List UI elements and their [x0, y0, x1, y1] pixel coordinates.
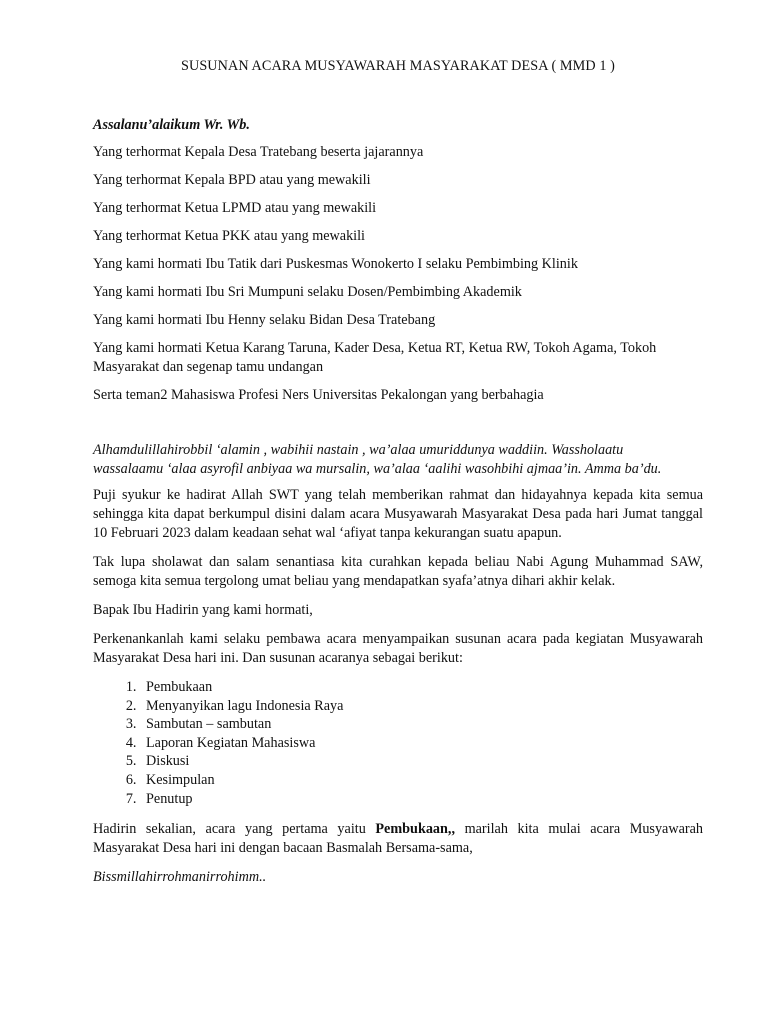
agenda-item: 6. Kesimpulan — [140, 771, 703, 790]
agenda-item: 3. Sambutan – sambutan — [140, 715, 703, 734]
agenda-item: 7. Penutup — [140, 790, 703, 809]
paragraph-intro-agenda: Perkenankanlah kami selaku pembawa acara menyampaikan susunan acara pada kegiatan Musyawarah Masyarakat Desa hari ini. Dan susunan acaranya sebagai berikut: — [93, 631, 703, 666]
addressee-line: Yang kami hormati Ibu Tatik dari Puskesmas Wonokerto I selaku Pembimbing Klinik — [93, 256, 578, 272]
addressee-line: Yang terhormat Kepala BPD atau yang mewakili — [93, 172, 371, 188]
addressee-line: Yang kami hormati Ketua Karang Taruna, Kader Desa, Ketua RT, Ketua RW, Tokoh Agama, Tokoh Masyarakat dan segenap tamu undangan — [93, 340, 657, 375]
paragraph-salutation: Bapak Ibu Hadirin yang kami hormati, — [93, 602, 313, 618]
agenda-item: 1. Pembukaan — [140, 678, 703, 697]
closing-keyword: Pembukaan,, — [375, 821, 455, 838]
agenda-item: 5. Diskusi — [140, 752, 703, 771]
paragraph-sholawat: Tak lupa sholawat dan salam senantiasa kita curahkan kepada beliau Nabi Agung Muhammad SAW, semoga kita semua tergolong umat beliau yang mendapatkan syafa’atnya dihari akhir kelak. — [93, 554, 703, 589]
agenda-item: 4. Laporan Kegiatan Mahasiswa — [140, 734, 703, 753]
agenda-list — [93, 678, 703, 808]
closing-text-post: marilah kita mulai acara Musyawarah Masyarakat Desa hari ini dengan bacaan Basmalah Bersama-sama, — [93, 821, 703, 857]
addressee-line: Yang terhormat Kepala Desa Tratebang beserta jajarannya — [93, 144, 424, 160]
paragraph-gratitude: Puji syukur ke hadirat Allah SWT yang telah memberikan rahmat dan hidayahnya kepada kita semua sehingga kita dapat berkumpul disini dalam acara Musyawarah Masyarakat Desa pada hari Jumat tanggal 10 Februari 2023 dalam keadaan sehat wal ‘afiyat tanpa kekurangan suatu apapun. — [93, 487, 703, 541]
paragraph-opening-call — [93, 820, 703, 858]
document-page — [93, 58, 703, 887]
basmalah: Bissmillahirrohmanirrohimm.. — [93, 869, 267, 886]
document-title: SUSUNAN ACARA MUSYAWARAH MASYARAKAT DESA ( MMD 1 ) — [180, 58, 616, 74]
addressee-line: Yang kami hormati Ibu Henny selaku Bidan Desa Tratebang — [93, 312, 436, 328]
opening-prayer: Alhamdulillahirobbil ‘alamin , wabihii nastain , wa’alaa umuriddunya waddiin. Wassholaatu wassalaamu ‘alaa asyrofil anbiyaa wa mursalin, wa’alaa ‘aalihi wasohbihi ajmaa’in. Amma ba’du. — [93, 442, 662, 477]
agenda-item: 2. Menyanyikan lagu Indonesia Raya — [140, 697, 703, 716]
closing-text-pre: Hadirin sekalian, acara yang pertama yaitu — [93, 821, 376, 838]
addressee-line: Serta teman2 Mahasiswa Profesi Ners Universitas Pekalongan yang berbahagia — [93, 387, 544, 403]
addressee-line: Yang kami hormati Ibu Sri Mumpuni selaku Dosen/Pembimbing Akademik — [93, 284, 522, 300]
greeting: Assalanu’alaikum Wr. Wb. — [93, 117, 250, 133]
section-spacer — [93, 414, 703, 441]
addressee-line: Yang terhormat Ketua PKK atau yang mewakili — [93, 228, 365, 244]
addressee-line: Yang terhormat Ketua LPMD atau yang mewakili — [93, 200, 377, 216]
